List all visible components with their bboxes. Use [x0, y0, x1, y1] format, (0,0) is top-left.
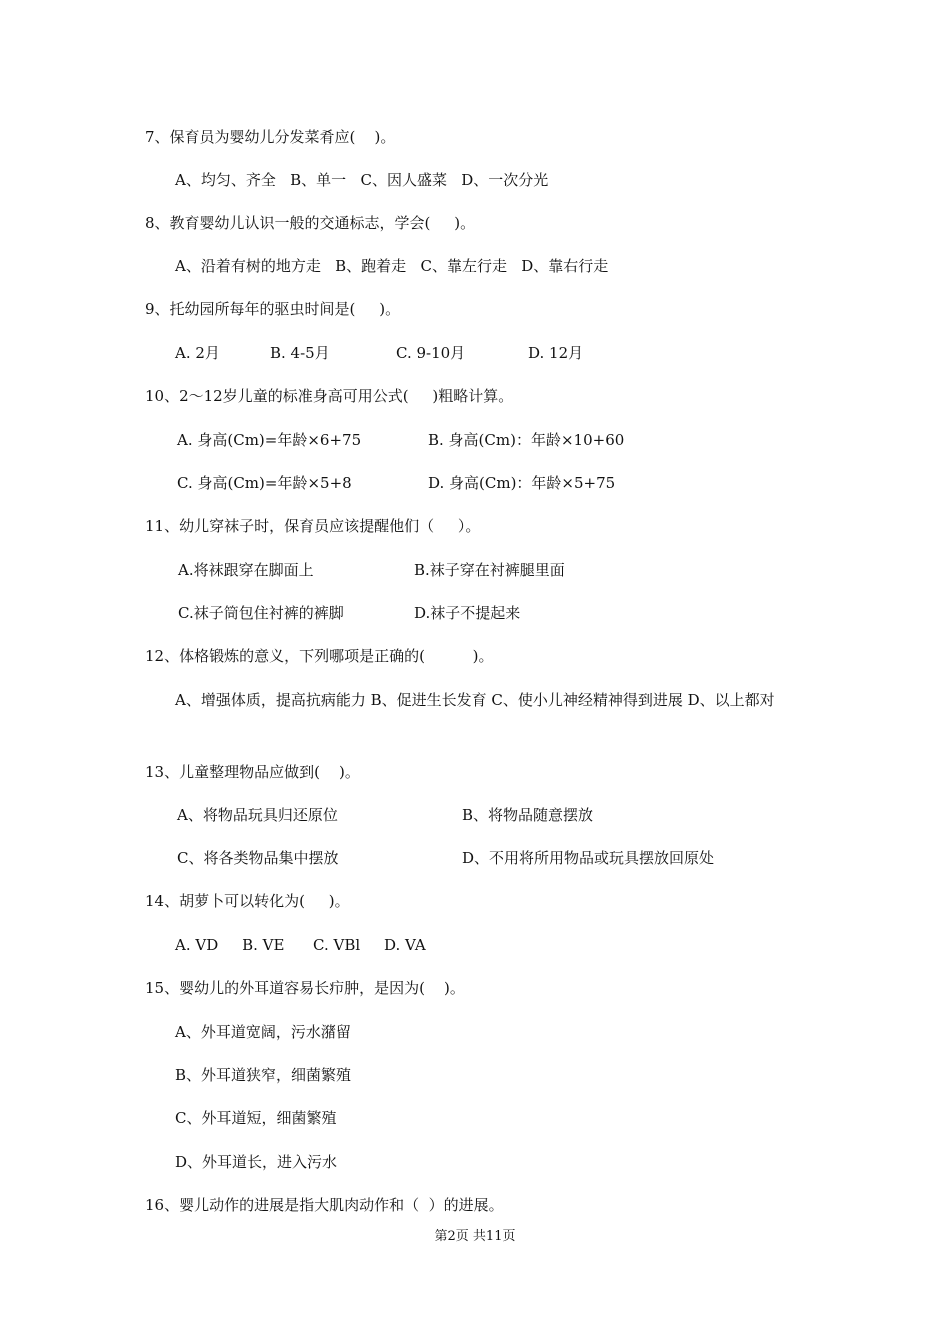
- page-footer: 第2页 共11页: [434, 1229, 516, 1244]
- question-13-stem: 13、儿童整理物品应做到( )。: [145, 763, 360, 781]
- question-15-option-b: B、外耳道狭窄，细菌繁殖: [175, 1066, 352, 1084]
- question-15-option-c: C、外耳道短，细菌繁殖: [175, 1109, 337, 1127]
- question-9-option-d: D. 12月: [528, 344, 584, 362]
- question-11-option-c: C.袜子筒包住衬裤的裤脚: [178, 604, 344, 622]
- question-11-option-a: A.将袜跟穿在脚面上: [178, 561, 314, 579]
- question-15-option-a: A、外耳道宽阔，污水潴留: [175, 1023, 351, 1041]
- question-14-stem: 14、胡萝卜可以转化为( )。: [145, 892, 350, 910]
- question-15-option-d: D、外耳道长，进入污水: [175, 1153, 338, 1171]
- question-13-option-a: A、将物品玩具归还原位: [177, 806, 338, 824]
- question-12-stem: 12、体格锻炼的意义，下列哪项是正确的( )。: [145, 647, 494, 665]
- question-9-option-c: C. 9-10月: [396, 344, 466, 362]
- question-13-option-d: D、不用将所用物品或玩具摆放回原处: [462, 849, 715, 867]
- question-8-options: A、沿着有树的地方走 B、跑着走 C、靠左行走 D、靠右行走: [175, 257, 609, 275]
- question-14-options: A. VD B. VE C. VBl D. VA: [175, 936, 426, 954]
- question-9-option-b: B. 4-5月: [270, 344, 330, 362]
- question-7-stem: 7、保育员为婴幼儿分发菜肴应( )。: [145, 128, 396, 146]
- question-10-option-a: A. 身高(Cm)=年龄×6+75: [177, 431, 362, 449]
- question-7-options: A、均匀、齐全 B、单一 C、因人盛菜 D、一次分光: [175, 171, 549, 189]
- question-10-option-c: C. 身高(Cm)=年龄×5+8: [177, 474, 352, 492]
- question-10-option-d: D. 身高(Cm)：年龄×5+75: [428, 474, 616, 492]
- question-11-stem: 11、幼儿穿袜子时，保育员应该提醒他们（ ）。: [145, 517, 481, 535]
- question-8-stem: 8、教育婴幼儿认识一般的交通标志，学会( )。: [145, 214, 476, 232]
- question-9-stem: 9、托幼园所每年的驱虫时间是( )。: [145, 300, 401, 318]
- question-11-option-b: B.袜子穿在衬裤腿里面: [414, 561, 565, 579]
- question-16-stem: 16、婴儿动作的进展是指大肌肉动作和（ ）的进展。: [145, 1196, 504, 1214]
- question-11-option-d: D.袜子不提起来: [414, 604, 521, 622]
- question-10-stem: 10、2～12岁儿童的标准身高可用公式( )粗略计算。: [145, 387, 514, 405]
- question-10-option-b: B. 身高(Cm)：年龄×10+60: [428, 431, 625, 449]
- question-12-options: A、增强体质，提高抗病能力 B、促进生长发育 C、使小儿神经精神得到进展 D、以上都对: [175, 691, 775, 709]
- question-15-stem: 15、婴幼儿的外耳道容易长疖肿，是因为( )。: [145, 979, 465, 997]
- question-13-option-c: C、将各类物品集中摆放: [177, 849, 339, 867]
- question-9-option-a: A. 2月: [175, 344, 220, 362]
- question-13-option-b: B、将物品随意摆放: [462, 806, 594, 824]
